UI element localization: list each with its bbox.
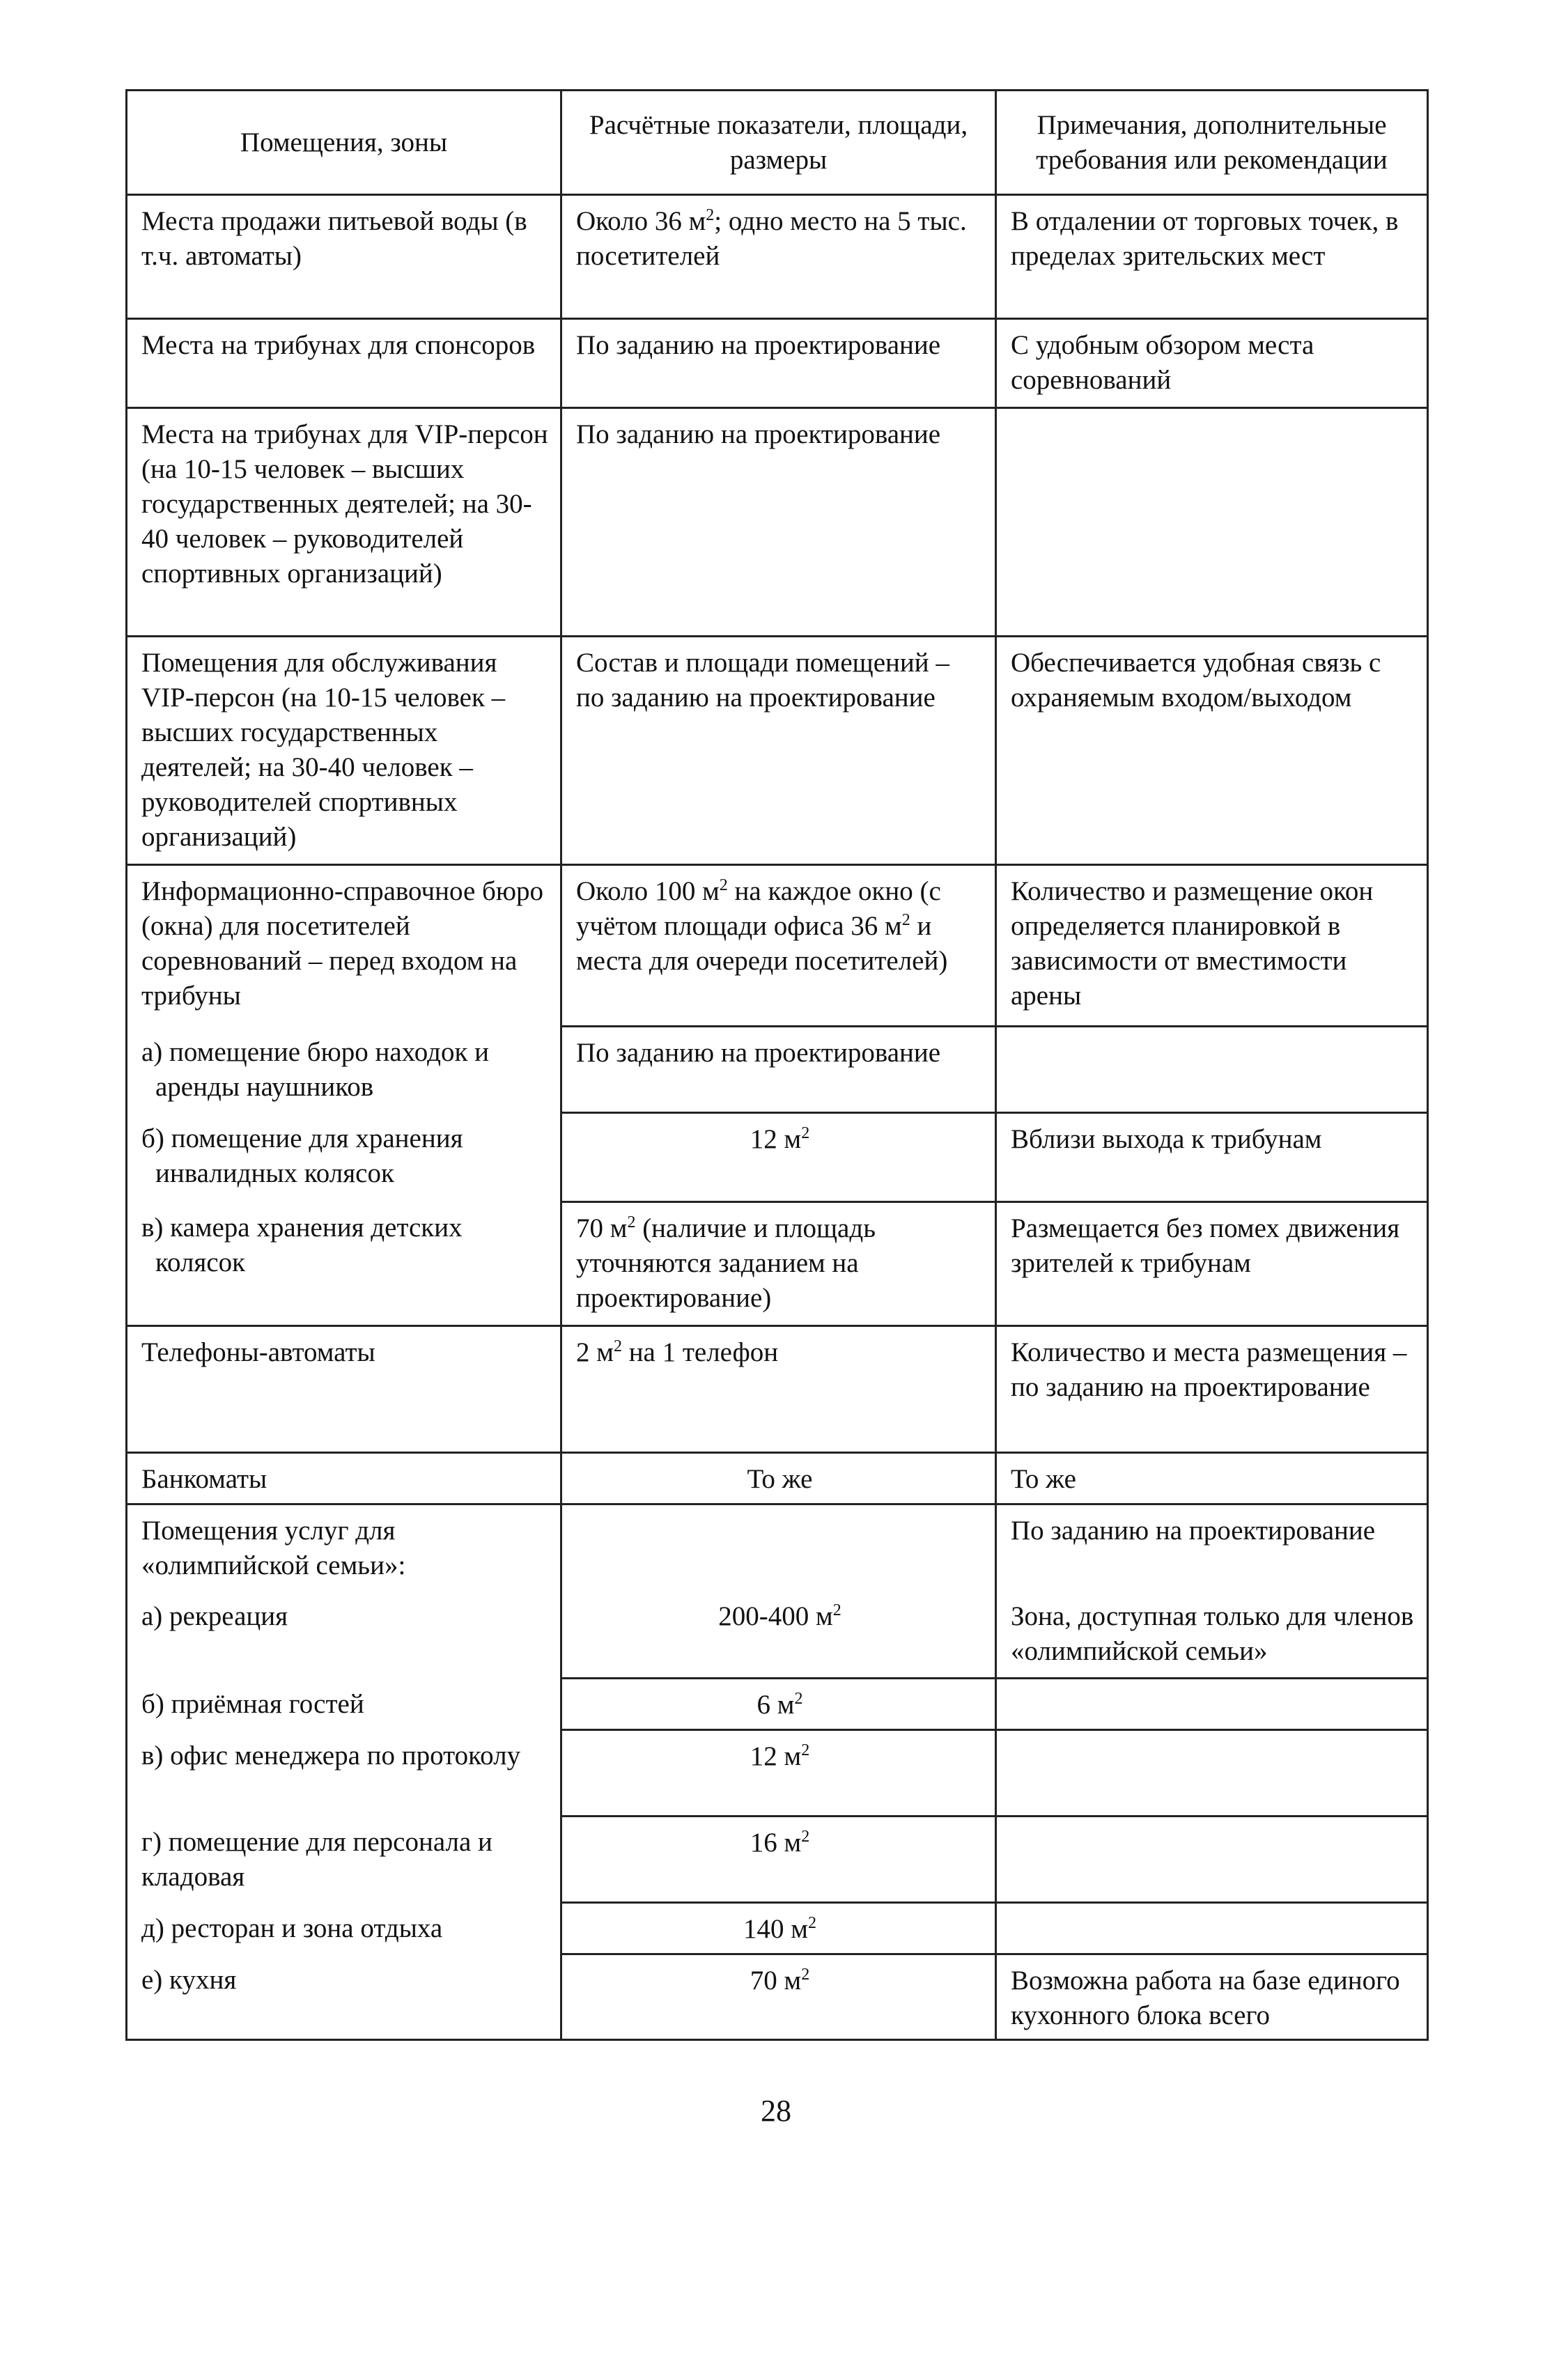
zone-cell: Места продажи питьевой воды (в т.ч. автоматы) [127,195,561,319]
note-cell: Обеспечивается удобная связь с охраняемым входом/выходом [996,637,1428,865]
note-cell [996,1679,1428,1730]
note-cell: Вблизи выхода к трибунам [996,1113,1428,1202]
table-row [127,1591,1428,1679]
zone-cell: е) кухня [127,1954,561,2040]
metric-superscript: 2 [627,1213,636,1231]
metric-cell [561,1202,996,1326]
zone-cell: Места на трибунах для спонсоров [127,319,561,408]
table-row [127,865,1428,1027]
requirements-table [125,89,1429,2041]
page-number: 28 [761,2094,791,2128]
metric-cell: Состав и площади помещений – по заданию на проектирование [561,637,996,865]
metric-value: 16 м [750,1828,802,1858]
table-row [127,408,1428,637]
metric-cell: По заданию на проектирование [561,1027,996,1113]
metric-value: 12 м [750,1124,802,1154]
table-row [127,1954,1428,2040]
metric-value: 12 м [750,1741,802,1771]
zone-cell: Информационно-справочное бюро (окна) для посетителей соревнований – перед входом на трибуны [127,865,561,1027]
zone-cell: Помещения для обслуживания VIP-персон (на 10-15 человек – высших государственных деятелей; на 30-40 человек – руководителей спортивных организаций) [127,637,561,865]
note-cell: Размещается без помех движения зрителей к трибунам [996,1202,1428,1326]
metric-cell [561,1591,996,1679]
table-row [127,1202,1428,1326]
metric-cell [561,1730,996,1817]
table-row [127,195,1428,319]
table-row [127,637,1428,865]
metric-cell [561,1817,996,1903]
table-row [127,1903,1428,1954]
metric-cell [561,1326,996,1453]
metric-superscript: 2 [901,911,910,929]
metric-value: 2 м [576,1337,614,1367]
zone-cell: Телефоны-автоматы [127,1326,561,1453]
metric-cell: По заданию на проектирование [561,319,996,408]
metric-superscript: 2 [706,206,715,224]
metric-cell: По заданию на проектирование [561,408,996,637]
metric-value: 6 м [756,1690,795,1720]
metric-superscript: 2 [613,1337,622,1355]
note-cell [996,1730,1428,1817]
zone-cell: Помещения услуг для «олимпийской семьи»: [127,1504,561,1591]
note-cell: По заданию на проектирование [996,1504,1428,1591]
note-cell [996,1027,1428,1113]
note-cell: Возможна работа на базе единого кухонного блока всего [996,1954,1428,2040]
metric-cell [561,865,996,1027]
metric-cell: То же [561,1453,996,1504]
metric-value: 200-400 м [718,1601,833,1631]
zone-cell: Места на трибунах для VIP-персон (на 10-15 человек – высших государственных деятелей; на 30-40 человек – руководителей спортивных организаций) [127,408,561,637]
metric-cell [561,1679,996,1730]
note-cell: То же [996,1453,1428,1504]
metric-cell [561,1954,996,2040]
table-row [127,1027,1428,1113]
metric-value: 70 м [576,1213,628,1243]
metric-superscript: 2 [807,1914,816,1932]
metric-superscript: 2 [801,1828,810,1846]
header-metrics: Расчётные показатели, площади, размеры [561,91,996,195]
metric-value-tail: (наличие и площадь уточняются заданием на проектирование) [576,1213,876,1313]
metric-cell [561,195,996,319]
note-cell: В отдалении от торговых точек, в пределах зрительских мест [996,195,1428,319]
metric-superscript: 2 [801,1966,810,1984]
metric-value: 70 м [750,1966,802,1996]
metric-value-mid: на каждое окно (с учётом площади офиса 36 м [576,876,941,941]
note-cell [996,1817,1428,1903]
metric-cell [561,1504,996,1591]
metric-value: 140 м [743,1914,808,1944]
metric-value: Около 100 м [576,876,720,906]
zone-cell: в) офис менеджера по протоколу [127,1730,561,1817]
metric-superscript: 2 [801,1124,810,1142]
zone-cell: Банкоматы [127,1453,561,1504]
table-row [127,1817,1428,1903]
zone-cell: б) приёмная гостей [127,1679,561,1730]
zone-cell: в) камера хранения детских колясок [127,1202,561,1326]
metric-value-tail: и места для очереди посетителей) [576,911,948,976]
table-row [127,319,1428,408]
zone-cell: а) помещение бюро находок и аренды наушников [127,1027,561,1113]
note-cell: Количество и размещение окон определяется планировкой в зависимости от вместимости арены [996,865,1428,1027]
note-cell: Количество и места размещения – по заданию на проектирование [996,1326,1428,1453]
table-row [127,1730,1428,1817]
zone-cell: г) помещение для персонала и кладовая [127,1817,561,1903]
metric-superscript: 2 [801,1741,810,1759]
table-header-row [127,91,1428,195]
table-row [127,1504,1428,1591]
table-row [127,1326,1428,1453]
zone-cell: б) помещение для хранения инвалидных колясок [127,1113,561,1202]
note-cell: Зона, доступная только для членов «олимпийской семьи» [996,1591,1428,1679]
metric-value-tail: на 1 телефон [621,1337,779,1367]
note-cell [996,408,1428,637]
header-zones: Помещения, зоны [127,91,561,195]
metric-superscript: 2 [719,876,728,894]
metric-superscript: 2 [832,1601,841,1619]
header-notes: Примечания, дополнительные требования или рекомендации [996,91,1428,195]
note-cell: С удобным обзором места соревнований [996,319,1428,408]
zone-cell: д) ресторан и зона отдыха [127,1903,561,1954]
table-row [127,1113,1428,1202]
metric-value-tail: ; одно место на 5 тыс. посетителей [576,206,967,271]
zone-cell: а) рекреация [127,1591,561,1679]
metric-value: Около 36 м [576,206,706,236]
note-cell [996,1903,1428,1954]
metric-cell [561,1113,996,1202]
table-row [127,1679,1428,1730]
table-row [127,1453,1428,1504]
metric-cell [561,1903,996,1954]
metric-superscript: 2 [794,1690,803,1708]
